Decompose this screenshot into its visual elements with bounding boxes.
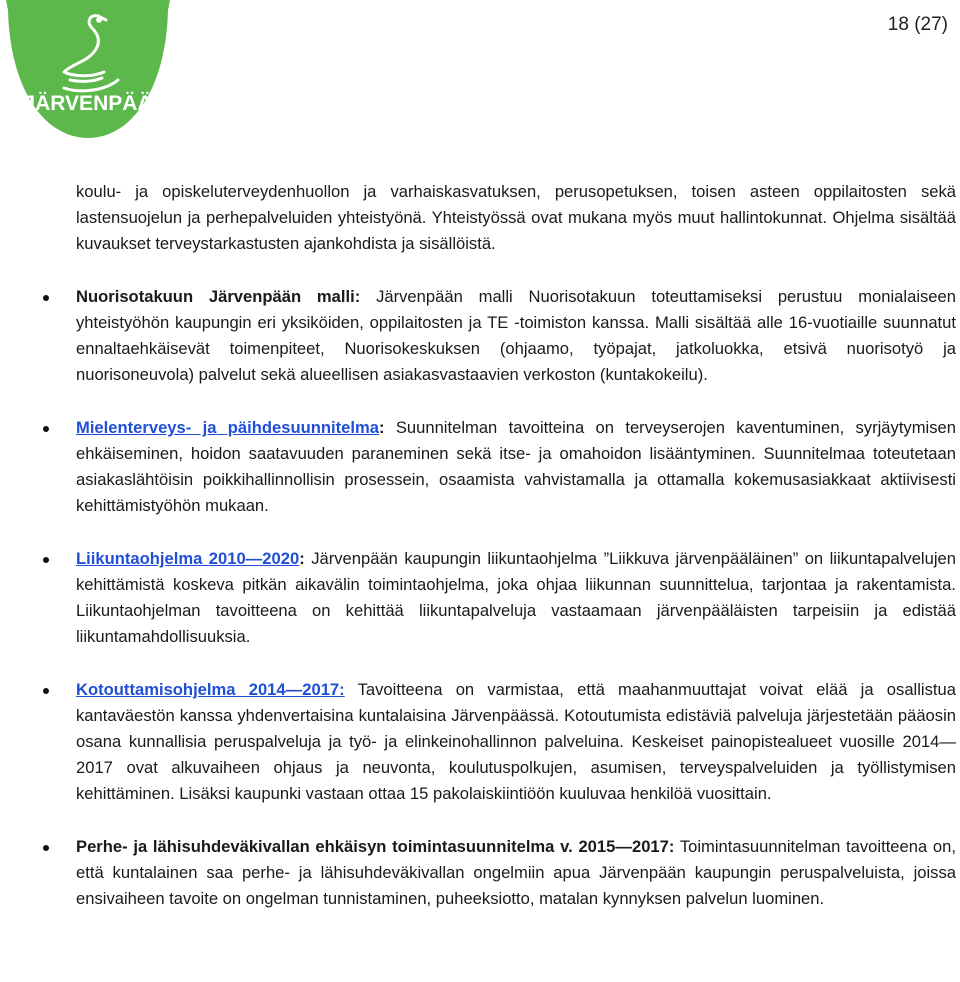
jarvenpaa-logo — [6, 0, 170, 140]
item-heading: Perhe- ja lähisuhdeväkivallan ehkäisyn toimintasuunnitelma v. 2015—2017: — [76, 837, 675, 856]
item-text: Toimintasuunnitelman tavoitteena on, että kuntalainen saa perhe- ja lähisuhdeväkivallan ongelmiin apua Järvenpään kaupungin peruspalveluista, joissa ensivaiheen tavoite on ongelman tunnistaminen, puheeksiotto, matalan kynnyksen palvelun luominen. — [76, 837, 956, 908]
list-item-liikuntaohjelma — [76, 546, 956, 650]
logo-wordmark: JÄRVENPÄÄ — [23, 92, 153, 115]
mielenterveys-link[interactable]: Mielenterveys- ja päihdesuunnitelma — [76, 418, 379, 437]
document-body — [76, 179, 956, 939]
heading-colon: : — [378, 418, 385, 437]
bullet-icon — [43, 295, 49, 301]
item-text: Järvenpään kaupungin liikuntaohjelma ”Liikkuva järvenpääläinen” on liikuntapalvelujen kehittämistä koskeva pitkän aikavälin toimintaohjelma, joka ohjaa liikunnan suunnittelua, tarjontaa ja rakentamista. Liikuntaohjelman tavoitteena on kehittää liikuntapalveluja vastaamaan järvenpääläisten tarpeisiin ja edistää liikuntamahdollisuuksia. — [76, 549, 956, 646]
item-heading: Nuorisotakuun Järvenpään malli: — [76, 287, 361, 306]
item-text: Tavoitteena on varmistaa, että maahanmuuttajat voivat elää ja osallistua kantaväestön kanssa yhdenvertaisina kuntalaisina Järvenpäässä. Kotoutumista edistäviä palveluja järjestetään pääosin osana kunnallisia peruspalveluja ja työ- ja elinkeinohallinnon palveluina. Keskeiset painopistealueet vuosille 2014—2017 ovat alkuvaiheen ohjaus ja neuvonta, koulutuspolkujen, asumisen, terveyspalveluiden ja työllistymisen kehittäminen. Lisäksi kaupunki vastaan ottaa 15 pakolaiskiintiöön kuuluvaa henkilöä vuosittain. — [76, 680, 956, 803]
list-item-kotouttamisohjelma — [76, 677, 956, 807]
intro-paragraph: koulu- ja opiskeluterveydenhuollon ja varhaiskasvatuksen, perusopetuksen, toisen asteen oppilaitosten sekä lastensuojelun ja perhepalveluiden yhteistyönä. Yhteistyössä ovat mukana myös muut hallintokunnat. Ohjelma sisältää kuvaukset terveystarkastusten ajankohdista ja sisällöistä. — [76, 182, 956, 253]
list-item-nuorisotakuu — [76, 284, 956, 388]
kotouttamisohjelma-link[interactable]: Kotouttamisohjelma 2014—2017: — [76, 680, 345, 699]
item-text: Suunnitelman tavoitteina on terveyserojen kaventuminen, syrjäytymisen ehkäiseminen, hoidon saatavuuden paraneminen sekä itse- ja omahoidon lisääntyminen. Suunnitelmaa toteutetaan asiakaslähtöisin poikkihallinnollisin prosessein, osaamista vahvistamalla ja ottamalla kokemusasiakkaat aktiivisesti kehittämistyöhön mukaan. — [76, 418, 956, 515]
bullet-icon — [43, 557, 49, 563]
heading-colon: : — [299, 549, 305, 568]
list-item-mielenterveys — [76, 415, 956, 519]
liikuntaohjelma-link[interactable]: Liikuntaohjelma 2010—2020 — [76, 549, 300, 568]
bullet-icon — [43, 426, 49, 432]
page-number: 18 (27) — [887, 14, 948, 35]
item-text: Järvenpään malli Nuorisotakuun toteuttamiseksi perustuu monialaiseen yhteistyöhön kaupungin eri yksiköiden, oppilaitosten ja TE -toimiston kanssa. Malli sisältää alle 16-vuotiaille suunnatut ennaltaehkäisevät toimenpiteet, Nuorisokeskuksen (ohjaamo, työpajat, jatkoluokka, etsivä nuorisotyö ja nuorisoneuvola) palvelut sekä alueellisen asiakasvastaavien verkoston (kuntakokeilu). — [76, 287, 956, 384]
bullet-icon — [43, 688, 49, 694]
bullet-icon — [43, 845, 49, 851]
list-item-perhevakivalta — [76, 834, 956, 912]
